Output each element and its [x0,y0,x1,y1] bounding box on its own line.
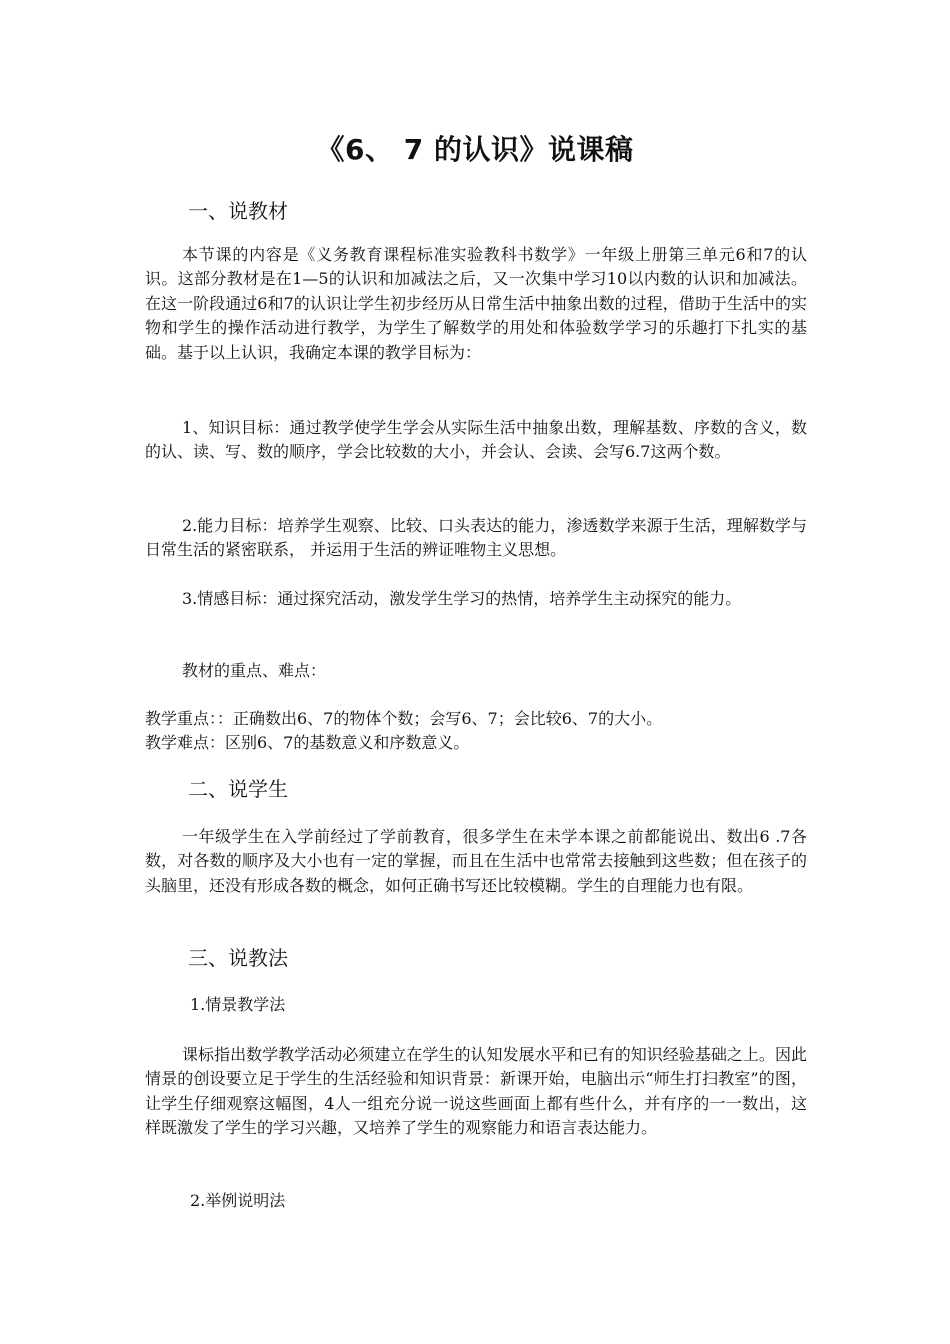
textbook-intro-paragraph: 本节课的内容是《义务教育课程标准实验教科书数学》一年级上册第三单元6和7的认识。这部分教材是在1—5的认识和加减法之后，又一次集中学习10以内数的认识和加减法。在这一阶段通过6和7的认识让学生初步经历从日常生活中抽象出数的过程，借助于生活中的实物和学生的操作活动进行教学，为学生了解数学的用处和体验数学学习的乐趣打下扎实的基础。基于以上认识，我确定本课的教学目标为： [145,245,807,362]
method-1-title: 1.情景教学法 [190,995,286,1014]
goal-knowledge-paragraph: 1、知识目标：通过教学使学生学会从实际生活中抽象出数，理解基数、序数的含义，数的认、读、写、数的顺序，学会比较数的大小，并会认、会读、会写6.7这两个数。 [145,418,807,462]
goal-ability-paragraph: 2.能力目标：培养学生观察、比较、口头表达的能力，渗透数学来源于生活，理解数学与日常生活的紧密联系， 并运用于生活的辨证唯物主义思想。 [145,516,807,560]
difficult-point-line: 教学难点：区别6、7的基数意义和序数意义。 [145,733,470,752]
method-2-title: 2.举例说明法 [190,1191,286,1210]
method-1-paragraph: 课标指出数学教学活动必须建立在学生的认知发展水平和已有的知识经验基础之上。因此情景的创设要立足于学生的生活经验和知识背景：新课开始，电脑出示“师生打扫教室”的图，让学生仔细观察这幅图，4人一组充分说一说这些画面上都有些什么，并有序的一一数出，这样既激发了学生的学习兴趣，又培养了学生的观察能力和语言表达能力。 [145,1045,807,1138]
section-heading-students: 二、说学生 [188,777,288,801]
key-point-line: 教学重点：：正确数出6、7的物体个数；会写6、7；会比较6、7的大小。 [145,709,663,728]
section-heading-methods: 三、说教法 [188,946,288,970]
goal-emotion-paragraph: 3.情感目标：通过探究活动，激发学生学习的热情，培养学生主动探究的能力。 [182,589,742,608]
section-heading-textbook: 一、说教材 [188,199,288,223]
page-title: 《6、 7 的认识》说课稿 [316,133,634,166]
keypoints-label: 教材的重点、难点： [182,661,327,680]
students-paragraph: 一年级学生在入学前经过了学前教育，很多学生在未学本课之前都能说出、数出6 .7各数，对各数的顺序及大小也有一定的掌握，而且在生活中也常常去接触到这些数；但在孩子的头脑里，还没有形成各数的概念，如何正确书写还比较模糊。学生的自理能力也有限。 [145,827,807,895]
